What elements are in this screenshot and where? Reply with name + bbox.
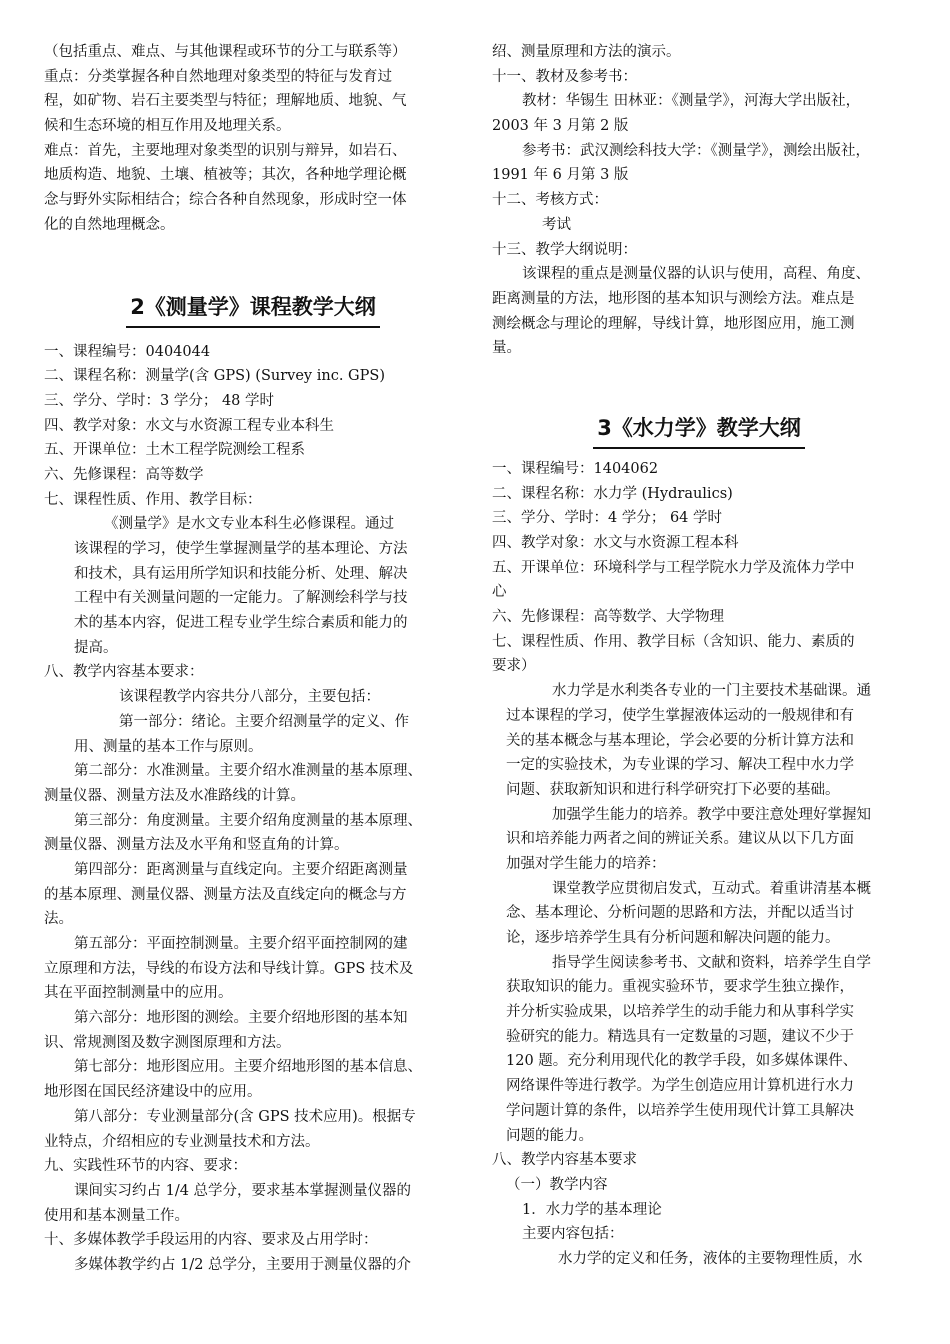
text-line: 程，如矿物、岩石主要类型与特征；理解地质、地貌、气 xyxy=(44,93,407,110)
text-line: 主要内容包括： xyxy=(522,1226,624,1243)
text-line: 一定的实验技术，为专业课的学习、解决工程中水力学 xyxy=(506,757,854,774)
text-line: 量。 xyxy=(492,340,521,357)
text-line: 第一部分：绪论。主要介绍测量学的定义、作 xyxy=(119,713,409,730)
text-line: 课间实习约占 1/4 总学分，要求基本掌握测量仪器的 xyxy=(74,1182,412,1199)
course-info-item: 十、多媒体教学手段运用的内容、要求及占用学时： xyxy=(44,1232,378,1249)
course-info-item: 九、实践性环节的内容、要求： xyxy=(44,1158,247,1175)
course-info-item: 要求） xyxy=(492,658,536,675)
section-title-hydraulics xyxy=(492,411,906,451)
text-line: 工程中有关测量问题的一定能力。了解测绘科学与技 xyxy=(74,590,408,607)
course-info-item: 十一、教材及参考书： xyxy=(492,68,637,85)
text-line: 学问题计算的条件，以培养学生使用现代计算工具解决 xyxy=(506,1102,854,1119)
course-info-item: 三、学分、学时：4 学分； 64 学时 xyxy=(492,510,723,527)
text-line: 第七部分：地形图应用。主要介绍地形图的基本信息、 xyxy=(74,1059,422,1076)
course-info-item: 心 xyxy=(492,584,507,601)
subsection-heading: （一）教学内容 xyxy=(506,1176,608,1193)
text-line: 水力学的定义和任务，液体的主要物理性质，水 xyxy=(558,1250,863,1267)
text-line: 该课程教学内容共分八部分，主要包括： xyxy=(119,689,380,706)
text-line: （包括重点、难点、与其他课程或环节的分工与联系等） xyxy=(44,44,407,60)
section-title-surveying xyxy=(44,290,462,330)
text-line: 网络课件等进行教学。为学生创造应用计算机进行水力 xyxy=(506,1078,854,1095)
text-line: 水力学是水利类各专业的一门主要技术基础课。通 xyxy=(552,683,871,700)
text-line: 关的基本概念与基本理论，学会必要的分析计算方法和 xyxy=(506,732,854,749)
text-line: 并分析实验成果，以培养学生的动手能力和从事科学实 xyxy=(506,1004,854,1021)
course-info-item: 一、课程编号：0404044 xyxy=(44,343,211,360)
text-line: 《测量学》是水文专业本科生必修课程。通过 xyxy=(104,516,394,533)
course-info-item: 四、教学对象：水文与水资源工程本科 xyxy=(492,535,739,551)
text-line: 加强对学生能力的培养： xyxy=(506,855,666,872)
text-line: 难点：首先，主要地理对象类型的识别与辩异，如岩石、 xyxy=(44,142,407,159)
text-line: 多媒体教学约占 1/2 总学分，主要用于测量仪器的介 xyxy=(74,1256,412,1273)
text-line: 论，逐步培养学生具有分析问题和解决问题的能力。 xyxy=(506,930,840,946)
subsection-heading: 1．水力学的基本理论 xyxy=(522,1201,662,1218)
text-line: 术的基本内容，促进工程专业学生综合素质和能力的 xyxy=(74,615,408,632)
left-column xyxy=(44,40,462,1278)
course-info-item: 六、先修课程：高等数学、大学物理 xyxy=(492,609,724,626)
section-title-text: 2《测量学》课程教学大纲 xyxy=(126,290,380,328)
text-line: 识、常规测图及数字测图原理和方法。 xyxy=(44,1034,291,1051)
text-line: 1991 年 6 月第 3 版 xyxy=(492,167,629,184)
text-line: 地形图在国民经济建设中的应用。 xyxy=(44,1084,262,1101)
text-line: 过本课程的学习，使学生掌握液体运动的一般规律和有 xyxy=(506,707,854,724)
text-line: 化的自然地理概念。 xyxy=(44,216,175,233)
text-line: 第三部分：角度测量。主要介绍角度测量的基本原理、 xyxy=(74,812,422,829)
text-line: 念与野外实际相结合；综合各种自然现象，形成时空一体 xyxy=(44,192,407,209)
text-line: 问题的能力。 xyxy=(506,1127,593,1144)
text-line: 第五部分：平面控制测量。主要介绍平面控制网的建 xyxy=(74,936,408,952)
course-info-item: 五、开课单位：土木工程学院测绘工程系 xyxy=(44,442,305,459)
course-info-item: 五、开课单位：环境科学与工程学院水力学及流体力学中 xyxy=(492,559,855,576)
text-line: 第八部分：专业测量部分(含 GPS 技术应用)。根据专 xyxy=(74,1108,416,1125)
course-info-item: 十二、考核方式： xyxy=(492,192,608,209)
right-column xyxy=(492,40,906,1272)
course-info-item: 二、课程名称：水力学 (Hydraulics) xyxy=(492,485,733,502)
course-info-item: 八、教学内容基本要求 xyxy=(492,1152,637,1169)
text-line: 第四部分：距离测量与直线定向。主要介绍距离测量 xyxy=(74,861,408,878)
course-info-item: 八、教学内容基本要求： xyxy=(44,664,204,681)
course-info-item: 二、课程名称：测量学(含 GPS) (Survey inc. GPS) xyxy=(44,368,385,385)
course-info-item: 一、课程编号：1404062 xyxy=(492,460,659,477)
text-line: 业特点，介绍相应的专业测量技术和方法。 xyxy=(44,1133,320,1150)
section-title-text: 3《水力学》教学大纲 xyxy=(593,411,805,449)
text-line: 候和生态环境的相互作用及地理关系。 xyxy=(44,118,291,135)
text-line: 加强学生能力的培养。教学中要注意处理好掌握知 xyxy=(552,806,871,823)
course-info-item: 六、先修课程：高等数学 xyxy=(44,466,204,483)
text-line: 教材：华锡生 田林亚：《测量学》，河海大学出版社， xyxy=(522,93,861,110)
text-line: 其在平面控制测量中的应用。 xyxy=(44,985,233,1002)
text-line: 第六部分：地形图的测绘。主要介绍地形图的基本知 xyxy=(74,1010,408,1027)
course-info-item: 七、课程性质、作用、教学目标（含知识、能力、素质的 xyxy=(492,633,855,650)
prev-course-intro xyxy=(44,40,462,238)
course-info-item: 十三、教学大纲说明： xyxy=(492,241,637,258)
text-line: 和技术，具有运用所学知识和技能分析、处理、解决 xyxy=(74,565,408,582)
course-info-item: 四、教学对象：水文与水资源工程专业本科生 xyxy=(44,417,334,434)
text-line: 指导学生阅读参考书、文献和资料，培养学生自学 xyxy=(552,954,871,971)
text-line: 念、基本理论、分析问题的思路和方法，并配以适当讨 xyxy=(506,905,854,922)
text-line: 法。 xyxy=(44,911,73,928)
text-line: 测量仪器、测量方法及水平角和竖直角的计算。 xyxy=(44,837,349,854)
text-line: 立原理和方法，导线的布设方法和导线计算。GPS 技术及 xyxy=(44,960,414,977)
text-line: 重点：分类掌握各种自然地理对象类型的特征与发育过 xyxy=(44,68,392,85)
text-line: 用、测量的基本工作与原则。 xyxy=(74,738,263,755)
text-line: 的基本原理、测量仪器、测量方法及直线定向的概念与方 xyxy=(44,886,407,903)
text-line: 验研究的能力。精选具有一定数量的习题，建议不少于 xyxy=(506,1028,854,1045)
text-line: 120 题。充分利用现代化的教学手段，如多媒体课件、 xyxy=(506,1053,858,1070)
text-line: 测绘概念与理论的理解，导线计算，地形图应用，施工测 xyxy=(492,315,855,332)
text-line: 获取知识的能力。重视实验环节，要求学生独立操作， xyxy=(506,979,854,996)
text-line: 课堂教学应贯彻启发式，互动式。着重讲清基本概 xyxy=(552,880,871,897)
text-line: 距离测量的方法，地形图的基本知识与测绘方法。难点是 xyxy=(492,290,855,307)
text-line: 使用和基本测量工作。 xyxy=(44,1207,189,1224)
text-line: 提高。 xyxy=(74,639,118,656)
text-line: 识和培养能力两者之间的辨证关系。建议从以下几方面 xyxy=(506,831,854,848)
text-line: 参考书：武汉测绘科技大学：《测量学》，测绘出版社， xyxy=(522,142,870,159)
text-line: 第二部分：水准测量。主要介绍水准测量的基本原理、 xyxy=(74,763,422,780)
text-line: 绍、测量原理和方法的演示。 xyxy=(492,44,681,60)
course-info-item: 三、学分、学时：3 学分； 48 学时 xyxy=(44,392,275,409)
text-line: 问题、获取新知识和进行科学研究打下必要的基础。 xyxy=(506,781,840,798)
text-line: 该课程的学习，使学生掌握测量学的基本理论、方法 xyxy=(74,541,408,557)
course-info-item: 七、课程性质、作用、教学目标： xyxy=(44,491,262,508)
text-line: 地质构造、地貌、土壤、植被等；其次，各种地学理论概 xyxy=(44,167,407,184)
text-line: 该课程的重点是测量仪器的认识与使用，高程、角度、 xyxy=(522,266,870,283)
text-line: 考试 xyxy=(542,216,571,233)
text-line: 2003 年 3 月第 2 版 xyxy=(492,118,629,135)
text-line: 测量仪器、测量方法及水准路线的计算。 xyxy=(44,787,305,804)
